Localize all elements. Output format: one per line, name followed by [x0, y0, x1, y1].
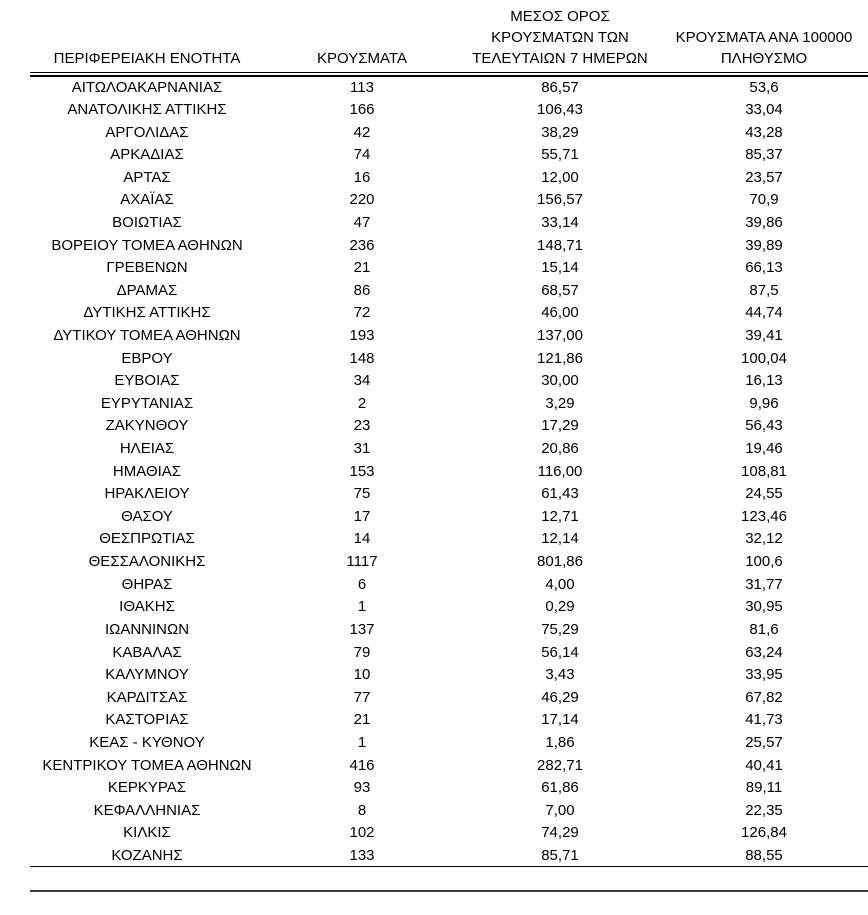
per100k-cell: 40,41	[745, 756, 783, 774]
region-cell: ΚΕΑΣ - ΚΥΘΝΟΥ	[89, 733, 205, 751]
table-row	[30, 98, 868, 121]
per100k-cell: 31,77	[745, 575, 783, 593]
table-row	[30, 709, 868, 732]
cases-cell: 166	[349, 100, 375, 118]
avg7-cell: 156,57	[537, 191, 583, 209]
per100k-cell: 39,89	[745, 236, 783, 254]
table-row	[30, 166, 868, 189]
cases-cell: 193	[349, 327, 375, 344]
cases-cell: 220	[349, 191, 375, 209]
per100k-cell: 70,9	[749, 191, 779, 209]
avg7-cell: 75,29	[541, 620, 579, 638]
region-cell: ΘΑΣΟΥ	[121, 507, 173, 525]
avg7-cell: 55,71	[541, 146, 579, 164]
table-row	[30, 505, 868, 528]
table-row	[30, 641, 868, 664]
cases-cell: 8	[357, 801, 367, 819]
table-row	[30, 369, 868, 392]
table-row	[30, 256, 868, 279]
per100k-cell: 16,13	[745, 372, 783, 390]
region-cell: ΑΡΚΑΔΙΑΣ	[110, 146, 184, 164]
per100k-cell: 88,55	[660, 844, 868, 867]
cases-by-region-table	[30, 6, 868, 867]
bottom-rule	[30, 890, 868, 892]
region-cell: ΑΧΑΪΑΣ	[120, 191, 174, 209]
cases-cell: 236	[349, 236, 375, 254]
avg7-cell: 0,29	[545, 598, 575, 616]
table-row	[30, 844, 868, 867]
region-cell: ΕΥΒΟΙΑΣ	[114, 372, 180, 390]
avg7-cell: 282,71	[537, 756, 583, 774]
table-row	[30, 528, 868, 551]
region-cell: ΗΜΑΘΙΑΣ	[112, 462, 182, 480]
column-header-cases-label: ΚΡΟΥΣΜΑΤΑ	[317, 50, 407, 67]
avg7-cell: 4,00	[545, 575, 575, 593]
table-row	[30, 143, 868, 166]
avg7-cell: 106,43	[537, 100, 583, 118]
table-row	[30, 482, 868, 505]
table-row	[30, 324, 868, 347]
table-row	[30, 754, 868, 777]
cases-cell: 1	[357, 598, 367, 616]
avg7-cell: 17,29	[541, 417, 579, 435]
avg7-cell: 7,00	[545, 801, 575, 819]
table-row	[30, 392, 868, 415]
avg7-cell: 86,57	[541, 78, 579, 96]
avg7-cell: 20,86	[541, 440, 579, 458]
avg7-cell: 17,14	[541, 711, 579, 729]
region-cell: ΑΡΤΑΣ	[123, 168, 171, 186]
table-row	[30, 234, 868, 257]
cases-cell: 21	[353, 711, 371, 729]
region-cell: ΕΒΡΟΥ	[121, 349, 173, 367]
region-cell: ΒΟΙΩΤΙΑΣ	[112, 213, 182, 231]
avg7-cell: 148,71	[537, 236, 583, 254]
avg7-cell: 3,43	[545, 666, 575, 684]
avg7-cell: 137,00	[537, 327, 583, 344]
table-row	[30, 573, 868, 596]
column-header-region-label: ΠΕΡΙΦΕΡΕΙΑΚΗ ΕΝΟΤΗΤΑ	[53, 50, 241, 67]
per100k-cell: 19,46	[745, 440, 783, 458]
cases-cell: 77	[353, 688, 371, 706]
column-header-avg7-line3: ΤΕΛΕΥΤΑΙΩΝ 7 ΗΜΕΡΩΝ	[472, 50, 648, 67]
region-cell: ΙΩΑΝΝΙΝΩΝ	[104, 620, 190, 638]
per100k-cell: 108,81	[741, 462, 787, 480]
column-header-per100k-line2: ΠΛΗΘΥΣΜΟ	[720, 50, 808, 67]
cases-cell: 21	[353, 259, 371, 277]
table-row	[30, 618, 868, 641]
table-row	[30, 347, 868, 370]
avg7-cell: 74,29	[541, 824, 579, 842]
avg7-cell: 3,29	[545, 394, 575, 412]
cases-cell: 31	[353, 440, 371, 458]
avg7-cell: 33,14	[541, 213, 579, 231]
cases-cell: 93	[353, 779, 371, 797]
table-row	[30, 663, 868, 686]
cases-cell: 86	[353, 281, 371, 299]
region-cell: ΘΕΣΠΡΩΤΙΑΣ	[99, 530, 195, 548]
region-cell: ΘΗΡΑΣ	[121, 575, 173, 593]
avg7-cell: 46,29	[541, 688, 579, 706]
region-cell: ΓΡΕΒΕΝΩΝ	[106, 259, 188, 277]
table-row	[30, 302, 868, 325]
table-row	[30, 596, 868, 619]
avg7-cell: 1,86	[545, 733, 575, 751]
column-header-cases	[264, 6, 460, 73]
avg7-cell: 801,86	[537, 553, 583, 571]
avg7-cell: 121,86	[537, 349, 583, 367]
cases-cell: 34	[353, 372, 371, 390]
avg7-cell: 46,00	[541, 304, 579, 322]
region-cell: ΚΑΣΤΟΡΙΑΣ	[105, 711, 189, 729]
cases-cell: 2	[357, 394, 367, 412]
table-row	[30, 211, 868, 234]
column-header-avg7	[460, 6, 660, 73]
region-cell: ΚΕΡΚΥΡΑΣ	[107, 779, 187, 797]
table-row	[30, 460, 868, 483]
avg7-cell: 61,86	[541, 779, 579, 797]
avg7-cell: 38,29	[541, 123, 579, 141]
per100k-cell: 33,04	[745, 100, 783, 118]
per100k-cell: 53,6	[749, 78, 779, 96]
per100k-cell: 66,13	[745, 259, 783, 277]
cases-cell: 42	[353, 123, 371, 141]
header-row	[30, 6, 868, 73]
per100k-cell: 41,73	[745, 711, 783, 729]
per100k-cell: 100,04	[741, 349, 787, 367]
table-row	[30, 76, 868, 99]
column-header-avg7-line1: ΜΕΣΟΣ ΟΡΟΣ	[510, 8, 610, 25]
per100k-cell: 32,12	[745, 530, 783, 548]
region-cell: ΚΑΛΥΜΝΟΥ	[105, 666, 189, 684]
avg7-cell: 68,57	[541, 281, 579, 299]
table-header	[30, 6, 868, 76]
per100k-cell: 126,84	[741, 824, 787, 842]
cases-cell: 102	[349, 824, 375, 842]
cases-cell: 16	[353, 168, 371, 186]
cases-cell: 10	[353, 666, 371, 684]
per100k-cell: 25,57	[745, 733, 783, 751]
avg7-cell: 116,00	[537, 462, 583, 480]
table-body	[30, 76, 868, 867]
cases-cell: 137	[349, 620, 375, 638]
region-cell: ΙΘΑΚΗΣ	[119, 598, 175, 616]
cases-cell: 79	[353, 643, 371, 661]
region-cell: ΔΥΤΙΚΟΥ ΤΟΜΕΑ ΑΘΗΝΩΝ	[53, 327, 241, 344]
table-row	[30, 121, 868, 144]
avg7-cell: 61,43	[541, 485, 579, 503]
cases-cell: 72	[353, 304, 371, 322]
table-row	[30, 731, 868, 754]
region-cell: ΚΙΛΚΙΣ	[123, 824, 171, 842]
region-cell: ΚΑΒΑΛΑΣ	[112, 643, 182, 661]
region-cell: ΗΛΕΙΑΣ	[119, 440, 175, 458]
cases-cell: 153	[349, 462, 375, 480]
column-header-region	[30, 6, 264, 73]
table-row	[30, 799, 868, 822]
cases-cell: 148	[349, 349, 375, 367]
cases-cell: 74	[353, 146, 371, 164]
table-row	[30, 415, 868, 438]
per100k-cell: 39,86	[745, 213, 783, 231]
cases-cell: 23	[353, 417, 371, 435]
cases-cell: 1117	[346, 553, 378, 571]
avg7-cell: 15,14	[541, 259, 579, 277]
per100k-cell: 30,95	[745, 598, 783, 616]
cases-cell: 47	[353, 213, 371, 231]
cases-cell: 416	[349, 756, 375, 774]
per100k-cell: 67,82	[745, 688, 783, 706]
table-row	[30, 776, 868, 799]
region-cell: ΒΟΡΕΙΟΥ ΤΟΜΕΑ ΑΘΗΝΩΝ	[51, 236, 243, 254]
per100k-cell: 85,37	[745, 146, 783, 164]
per100k-cell: 56,43	[745, 417, 783, 435]
per100k-cell: 44,74	[745, 304, 783, 322]
per100k-cell: 9,96	[749, 394, 779, 412]
region-cell: ΚΕΝΤΡΙΚΟΥ ΤΟΜΕΑ ΑΘΗΝΩΝ	[42, 756, 252, 774]
region-cell: ΚΟΖΑΝΗΣ	[30, 844, 264, 867]
per100k-cell: 22,35	[745, 801, 783, 819]
cases-cell: 133	[264, 844, 460, 867]
column-header-per100k	[660, 6, 868, 73]
per100k-cell: 81,6	[749, 620, 779, 638]
per100k-cell: 123,46	[741, 507, 787, 525]
cases-cell: 75	[353, 485, 371, 503]
avg7-cell: 56,14	[541, 643, 579, 661]
table-row	[30, 437, 868, 460]
region-cell: ΔΡΑΜΑΣ	[116, 281, 178, 299]
per100k-cell: 63,24	[745, 643, 783, 661]
table-row	[30, 822, 868, 845]
cases-cell: 14	[353, 530, 371, 548]
per100k-cell: 24,55	[745, 485, 783, 503]
avg7-cell: 12,00	[541, 168, 579, 186]
column-header-avg7-line2: ΚΡΟΥΣΜΑΤΩΝ ΤΩΝ	[491, 29, 629, 46]
cases-cell: 6	[357, 575, 367, 593]
region-cell: ΑΙΤΩΛΟΑΚΑΡΝΑΝΙΑΣ	[71, 78, 223, 96]
region-cell: ΑΡΓΟΛΙΔΑΣ	[105, 123, 189, 141]
per100k-cell: 89,11	[745, 779, 783, 797]
cases-cell: 17	[353, 507, 371, 525]
per100k-cell: 100,6	[745, 553, 783, 571]
region-cell: ΗΡΑΚΛΕΙΟΥ	[104, 485, 190, 503]
avg7-cell: 85,71	[460, 844, 660, 867]
table-row	[30, 550, 868, 573]
per100k-cell: 33,95	[745, 666, 783, 684]
region-cell: ΘΕΣΣΑΛΟΝΙΚΗΣ	[88, 553, 206, 571]
cases-cell: 1	[357, 733, 367, 751]
column-header-per100k-line1: ΚΡΟΥΣΜΑΤΑ ΑΝΑ 100000	[675, 29, 853, 46]
avg7-cell: 12,71	[541, 507, 579, 525]
table-row	[30, 279, 868, 302]
table-row	[30, 189, 868, 212]
per100k-cell: 39,41	[745, 327, 783, 344]
per100k-cell: 23,57	[745, 168, 783, 186]
region-cell: ΚΕΦΑΛΛΗΝΙΑΣ	[93, 801, 201, 819]
region-cell: ΑΝΑΤΟΛΙΚΗΣ ΑΤΤΙΚΗΣ	[67, 100, 227, 118]
per100k-cell: 87,5	[749, 281, 779, 299]
region-cell: ΖΑΚΥΝΘΟΥ	[105, 417, 189, 435]
region-cell: ΔΥΤΙΚΗΣ ΑΤΤΙΚΗΣ	[83, 304, 211, 322]
region-cell: ΚΑΡΔΙΤΣΑΣ	[106, 688, 188, 706]
per100k-cell: 43,28	[745, 123, 783, 141]
region-cell: ΕΥΡΥΤΑΝΙΑΣ	[100, 394, 194, 412]
cases-cell: 113	[350, 78, 374, 96]
table-row	[30, 686, 868, 709]
avg7-cell: 30,00	[541, 372, 579, 390]
avg7-cell: 12,14	[541, 530, 579, 548]
